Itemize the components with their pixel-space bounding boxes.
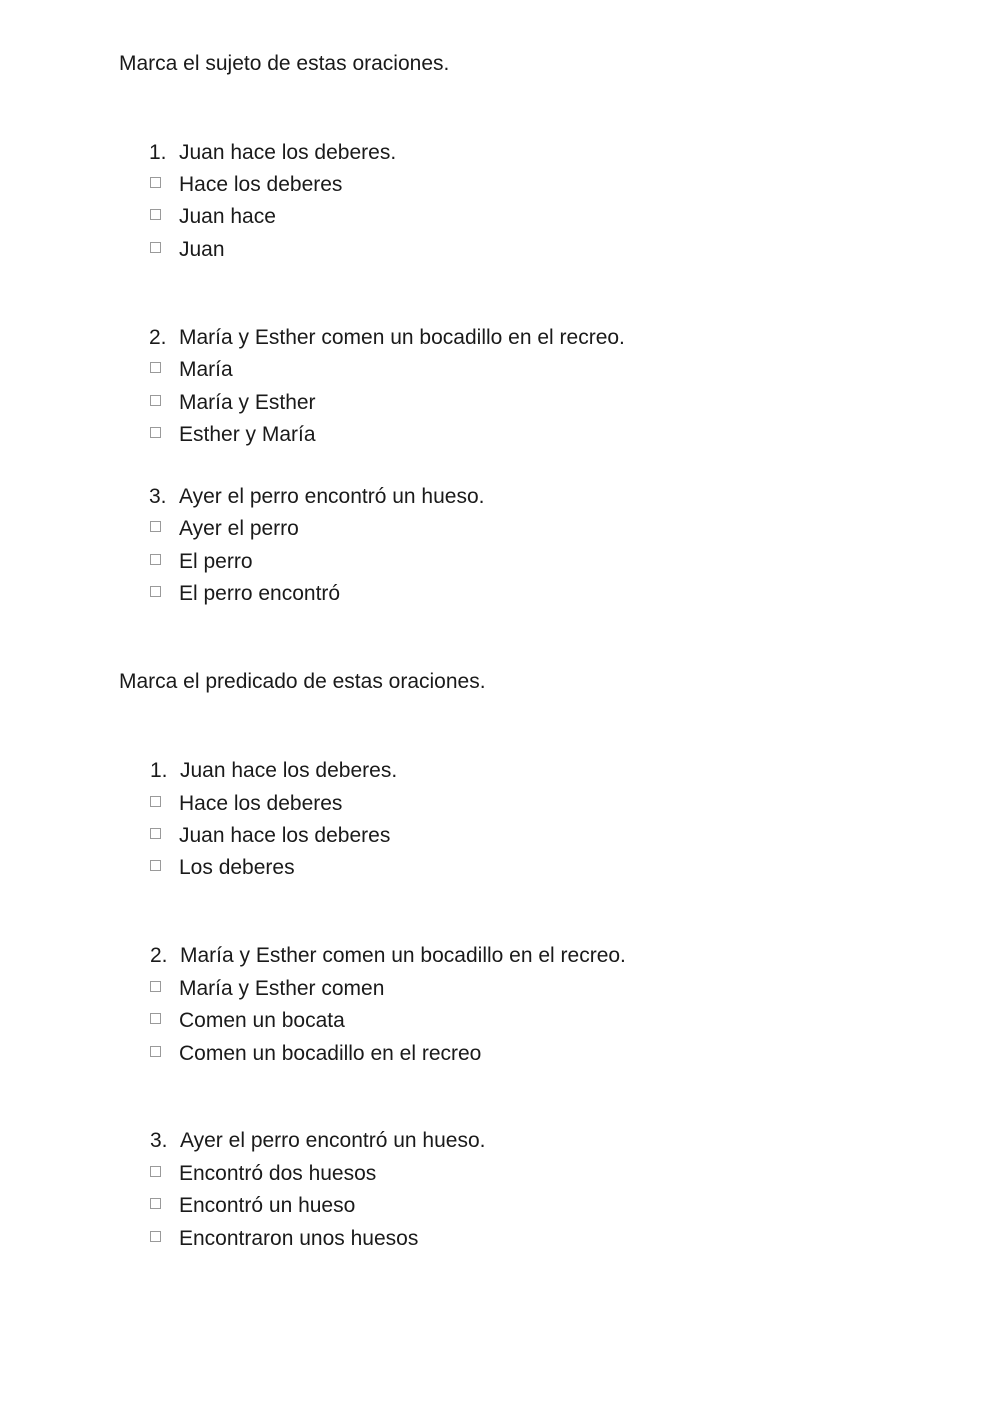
option-label: El perro encontró xyxy=(179,582,341,605)
option-checkbox[interactable] xyxy=(150,1046,161,1057)
option-checkbox[interactable] xyxy=(150,828,161,839)
option-checkbox[interactable] xyxy=(150,395,161,406)
option-checkbox[interactable] xyxy=(150,1231,161,1242)
option-checkbox[interactable] xyxy=(150,981,161,992)
option-label: Hace los deberes xyxy=(179,173,343,196)
option-label: María y Esther comen xyxy=(179,977,385,1000)
option-label: Comen un bocadillo en el recreo xyxy=(179,1042,482,1065)
option-checkbox[interactable] xyxy=(150,209,161,220)
question-text: Juan hace los deberes. xyxy=(180,759,398,782)
option-label: Los deberes xyxy=(179,856,295,879)
option-label: María y Esther xyxy=(179,391,316,414)
option-label: Esther y María xyxy=(179,423,316,446)
option-label: Ayer el perro xyxy=(179,517,299,540)
question-number: 2. xyxy=(149,326,167,349)
option-label: Juan hace los deberes xyxy=(179,824,391,847)
question-number: 1. xyxy=(149,141,167,164)
option-label: Juan xyxy=(179,238,225,261)
option-checkbox[interactable] xyxy=(150,860,161,871)
question-text: Ayer el perro encontró un hueso. xyxy=(180,1129,486,1152)
section2-instruction: Marca el predicado de estas oraciones. xyxy=(119,670,486,693)
question-text: María y Esther comen un bocadillo en el recreo. xyxy=(179,326,625,349)
option-checkbox[interactable] xyxy=(150,362,161,373)
option-checkbox[interactable] xyxy=(150,177,161,188)
option-label: Hace los deberes xyxy=(179,792,343,815)
question-number: 3. xyxy=(150,1129,168,1152)
question-number: 2. xyxy=(150,944,168,967)
option-checkbox[interactable] xyxy=(150,1198,161,1209)
question-number: 3. xyxy=(149,485,167,508)
option-checkbox[interactable] xyxy=(150,427,161,438)
option-label: Encontraron unos huesos xyxy=(179,1227,419,1250)
option-label: María xyxy=(179,358,233,381)
option-label: Encontró un hueso xyxy=(179,1194,356,1217)
option-label: Juan hace xyxy=(179,205,276,228)
section1-instruction: Marca el sujeto de estas oraciones. xyxy=(119,52,450,75)
question-text: Juan hace los deberes. xyxy=(179,141,397,164)
question-text: Ayer el perro encontró un hueso. xyxy=(179,485,485,508)
option-label: El perro xyxy=(179,550,253,573)
option-label: Comen un bocata xyxy=(179,1009,345,1032)
option-checkbox[interactable] xyxy=(150,1166,161,1177)
option-checkbox[interactable] xyxy=(150,521,161,532)
option-checkbox[interactable] xyxy=(150,586,161,597)
option-checkbox[interactable] xyxy=(150,796,161,807)
option-checkbox[interactable] xyxy=(150,242,161,253)
question-text: María y Esther comen un bocadillo en el recreo. xyxy=(180,944,626,967)
question-number: 1. xyxy=(150,759,168,782)
option-checkbox[interactable] xyxy=(150,1013,161,1024)
option-checkbox[interactable] xyxy=(150,554,161,565)
option-label: Encontró dos huesos xyxy=(179,1162,377,1185)
